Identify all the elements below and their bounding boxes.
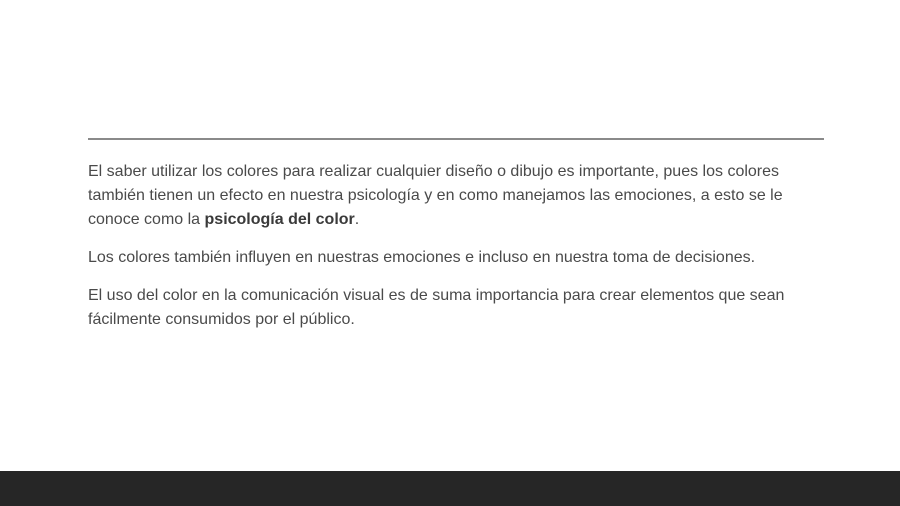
highlight-term-psychology-of-color: psicología del color [204, 211, 355, 228]
paragraph-emotions: Los colores también influyen en nuestras emociones e incluso en nuestra toma de decisiones. [88, 249, 756, 266]
paragraph-1-text-after: . [354, 211, 360, 228]
paragraph-1-text-before: El saber utilizar los colores para realizar cualquier diseño o dibujo es importante, pues los colores también tienen un efecto en nuestra psicología y en como manejamos las emociones, a esto se le conoce como la [88, 163, 783, 228]
paragraph-visual-communication: El uso del color en la comunicación visual es de suma importancia para crear elementos que sean fácilmente consumidos por el público. [88, 287, 785, 328]
footer-bar [0, 471, 900, 506]
paragraph-psychology [88, 160, 828, 232]
slide-body [88, 160, 828, 346]
title-divider-line [88, 138, 824, 140]
